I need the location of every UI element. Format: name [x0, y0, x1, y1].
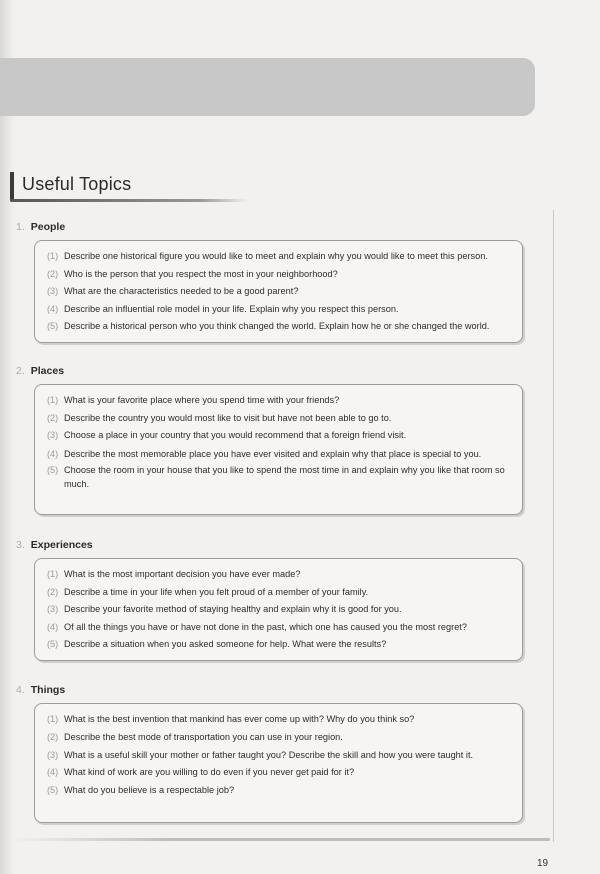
list-item: (2) Describe the best mode of transportation you can use in your region. [47, 731, 343, 742]
list-item: (3) Choose a place in your country that you would recommend that a foreign friend visit. [47, 430, 407, 440]
title-accent-bar [10, 172, 14, 200]
list-item: (2) Describe a time in your life when you felt proud of a member of your family. [47, 586, 369, 597]
header-band [0, 58, 535, 116]
title-block [10, 170, 550, 204]
list-item: (4) Describe an influential role model in your life. Explain why you respect this person. [47, 303, 399, 314]
list-item: (2) Describe the country you would most like to visit but have not been able to go to. [47, 412, 392, 423]
section-heading-places: 2. Places [16, 365, 65, 377]
topic-box-people [34, 240, 523, 343]
page-title: Useful Topics [22, 174, 132, 194]
list-item: (5) What do you believe is a respectable job? [47, 784, 235, 795]
right-frame-line [546, 210, 554, 842]
list-item: (4) Describe the most memorable place you have ever visited and explain why that place is special to you. [47, 448, 482, 459]
list-item: (1) What is the best invention that mankind has ever come up with? Why do you think so? [47, 714, 415, 724]
list-item: (5) Choose the room in your house that you like to spend the most time in and explain why you like that room so much. [47, 464, 505, 489]
list-item: (1) Describe one historical figure you would like to meet and explain why you would like to meet this person. [47, 251, 488, 261]
list-item: (3) What is a useful skill your mother or father taught you? Describe the skill and how you were taught it. [47, 750, 474, 760]
list-item: (4) What kind of work are you willing to do even if you never get paid for it? [47, 767, 355, 777]
title-underline [10, 199, 248, 202]
section-heading-things: 4. Things [16, 684, 66, 696]
list-item: (5) Describe a situation when you asked someone for help. What were the results? [47, 639, 387, 649]
topic-box-things [34, 703, 523, 823]
list-item: (4) Of all the things you have or have not done in the past, which one has caused you the most regret? [47, 621, 467, 632]
topic-box-places [34, 384, 523, 515]
list-item: (1) What is your favorite place where you spend time with your friends? [47, 395, 340, 405]
list-item: (2) Who is the person that you respect the most in your neighborhood? [47, 268, 338, 279]
page-number: 19 [537, 858, 549, 869]
section-heading-experiences: 3. Experiences [16, 539, 93, 551]
list-item: (3) What are the characteristics needed to be a good parent? [47, 286, 299, 296]
section-heading-people: 1. People [16, 221, 66, 233]
page-shadow [0, 0, 14, 874]
list-item: (1) What is the most important decision you have ever made? [47, 569, 301, 579]
list-item: (3) Describe your favorite method of staying healthy and explain why it is good for you. [47, 604, 402, 614]
topic-box-experiences [34, 558, 523, 661]
list-item: (5) Describe a historical person who you think changed the world. Explain how he or she changed the world. [47, 321, 490, 331]
bottom-divider [10, 838, 550, 841]
